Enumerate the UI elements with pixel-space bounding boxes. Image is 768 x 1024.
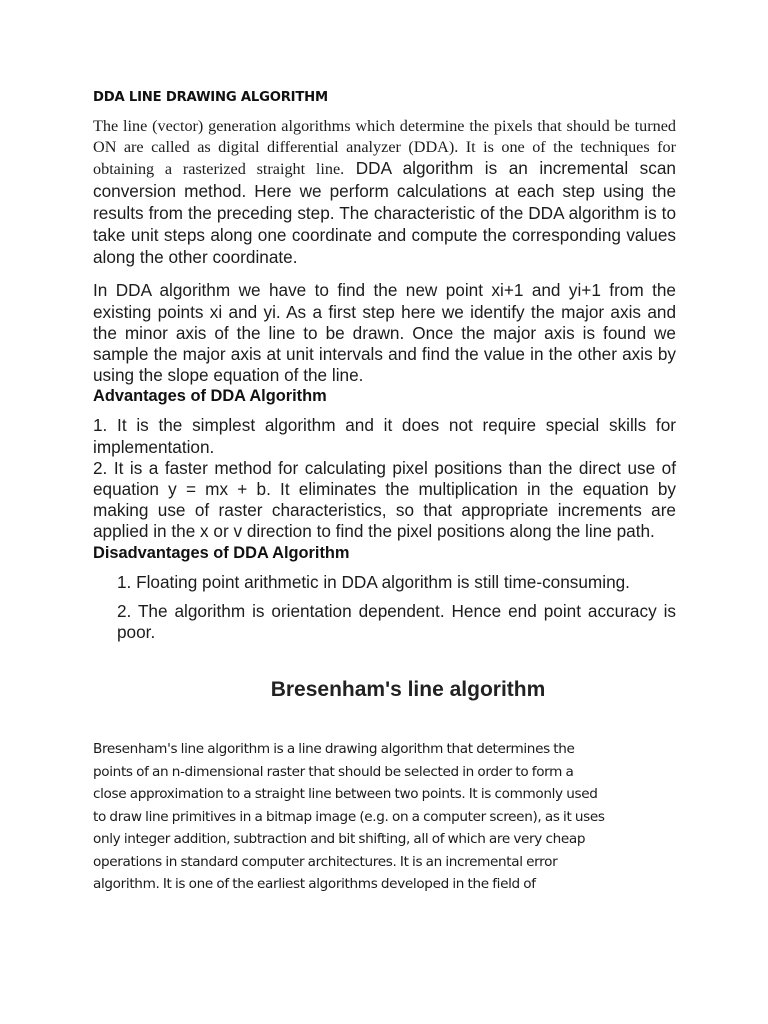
document-page [93,88,676,643]
advantages-list [93,415,676,542]
bresenham-line-1: Bresenham's line algorithm is a line drawing algorithm that determines the [93,741,575,757]
dda-intro-serif-text: The line (vector) generation algorithms which determine the pixels that should be turned ON are called as digital differential analyzer (DDA). It is one of the techniques for obtaining a rasterized straight line. [93,117,676,179]
bresenham-line-5: only integer addition, subtraction and bit shifting, all of which are very cheap [93,831,586,847]
disadvantage-item-1: 1. Floating point arithmetic in DDA algorithm is still time-consuming. [117,571,630,592]
bresenham-line-2: points of an n-dimensional raster that should be selected in order to form a [93,763,574,780]
dda-intro-paragraph [93,116,676,269]
bresenham-line-3: close approximation to a straight line between two points. It is commonly used [93,786,598,802]
bresenham-line-7: algorithm. It is one of the earliest algorithms developed in the field of [93,876,536,892]
disadvantages-heading: Disadvantages of DDA Algorithm [93,543,350,562]
bresenham-line-4: to draw line primitives in a bitmap image (e.g. on a computer screen), as it uses [93,808,605,825]
advantage-item-2: 2. It is a faster method for calculating pixel positions than the direct use of equation y = mx + b. It eliminates the multiplication in the equation by making use of raster characteristics, so that appropriate increments are applied in the x or v direction to find the pixel positions along the line path. [93,457,676,542]
bresenham-line-6: operations in standard computer architectures. It is an incremental error [93,853,558,870]
disadvantage-item-2: 2. The algorithm is orientation dependent. Hence end point accuracy is poor. [117,600,676,643]
bresenham-title: Bresenham's line algorithm [270,678,546,701]
bresenham-paragraph [93,738,653,896]
advantages-heading: Advantages of DDA Algorithm [93,387,327,406]
advantage-item-1: 1. It is the simplest algorithm and it does not require special skills for implementation. [93,415,676,457]
dda-title: DDA LINE DRAWING ALGORITHM [93,90,328,105]
disadvantages-list [117,572,676,644]
dda-paragraph-2: In DDA algorithm we have to find the new point xi+1 and yi+1 from the existing points xi and yi. As a first step here we identify the major axis and the minor axis of the line to be drawn. Once the major axis is found we sample the major axis at unit intervals and find the value in the other axis by using the slope equation of the line. [93,280,676,386]
dda-intro-sans-text: DDA algorithm is an incremental scan conversion method. Here we perform calculations at each step using the results from the preceding step. The characteristic of the DDA algorithm is to take unit steps along one coordinate and compute the corresponding values along the other coordinate. [93,158,676,268]
